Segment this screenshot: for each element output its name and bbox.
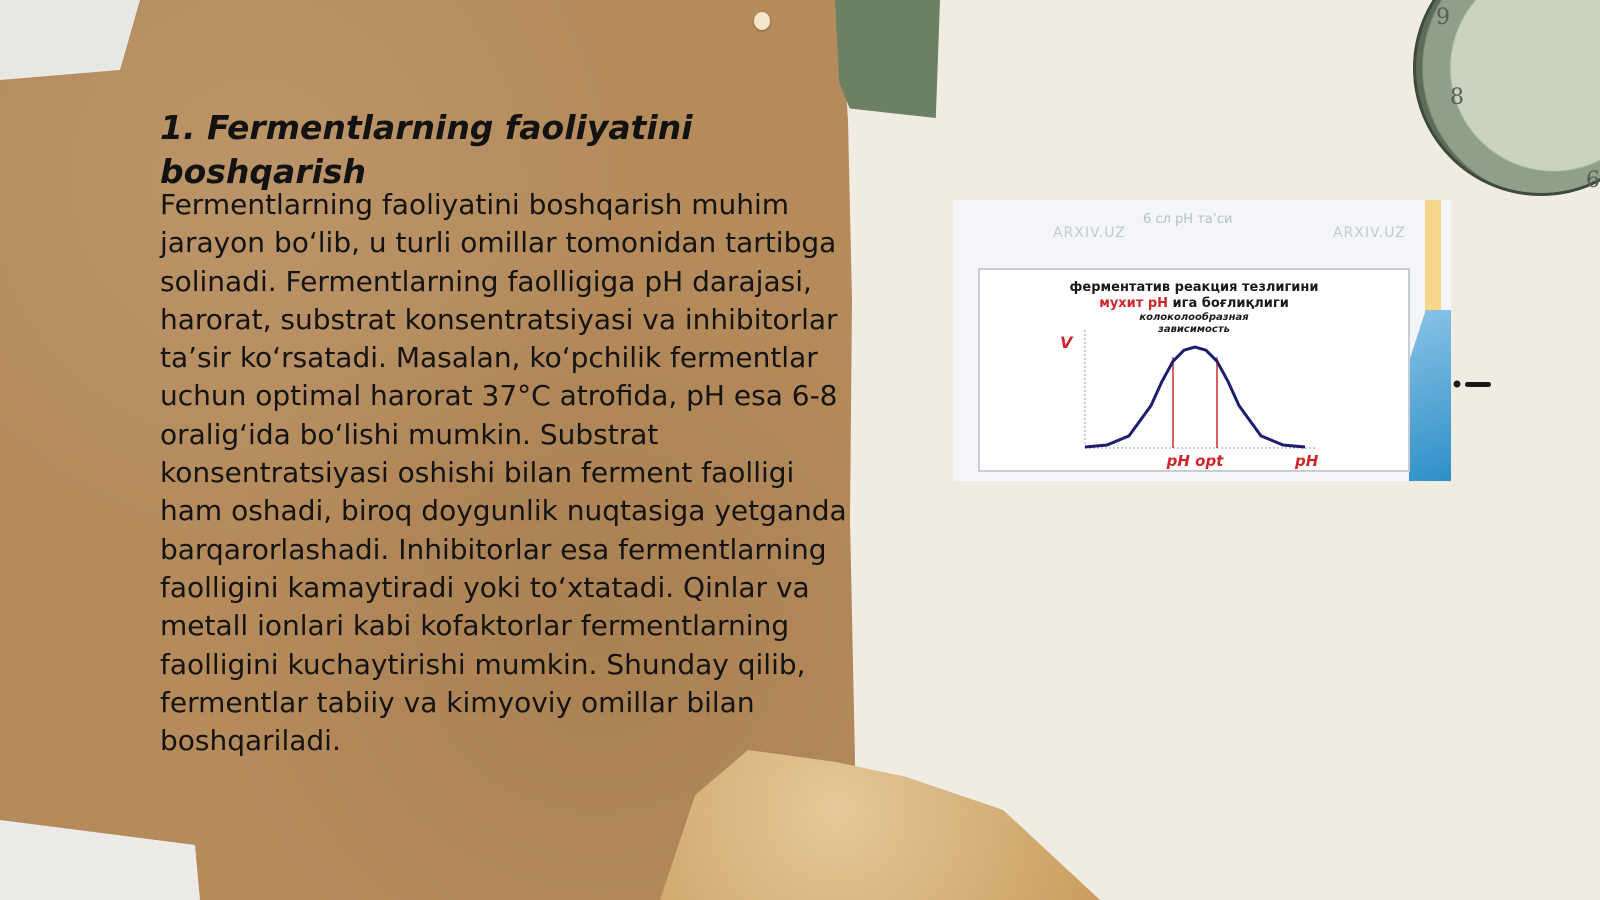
activity-curve <box>1085 347 1305 447</box>
figure-edge-decoration <box>1409 310 1451 481</box>
clock-numeral: 8 <box>1450 85 1464 110</box>
figure-title-highlight: мухит рН <box>1099 296 1169 311</box>
slide-title: 1. Fermentlarning faoliyatini boshqarish <box>160 108 693 191</box>
slide-body-text: Fermentlarning faoliyatini boshqarish muhim jarayon bo‘lib, u turli omillar tomonidan tartibga solinadi. Fermentlarning faolligiga pH darajasi, harorat, substrat konsentratsiyasi va inhibitorlar ta’sir ko‘rsatadi. Masalan, ko‘pchilik fermentlar uchun optimal harorat 37°C atrofida, pH esa 6-8 oralig‘ida bo‘lishi mumkin. Substrat konsentratsiyasi oshishi bilan ferment faolligi ham oshadi, biroq doygunlik nuqtasiga yetganda barqarorlashadi. Inhibitorlar esa fermentlarning faolligini kamaytiradi yoki to‘xtatadi. Qinlar va metall ionlari kabi kofaktorlar fermentlarning faolligini kuchaytirishi mumkin. Shunday qilib, fermentlar tabiiy va kimyoviy omillar bilan boshqariladi. <box>160 188 847 758</box>
clock-numeral: 6 <box>1586 168 1600 193</box>
watermark-text: ARXIV.UZ <box>1053 225 1126 241</box>
figure-title-rest: ига боғлиқлиги <box>1168 296 1289 311</box>
x-axis-label: pH <box>1295 452 1319 470</box>
clock-numeral: 9 <box>1436 5 1450 30</box>
green-paper-strip <box>835 0 940 118</box>
figure-top-caption: 6 сл рН та‘си <box>1143 212 1233 227</box>
ph-dependence-figure <box>953 200 1451 481</box>
clock-decoration <box>1413 0 1600 196</box>
figure-card <box>978 268 1410 472</box>
figure-subtitle-line1: колоколообразная <box>1139 312 1249 323</box>
ink-dash-decoration <box>1453 380 1493 388</box>
figure-edge-decoration <box>1425 200 1441 320</box>
ornamental-gold-paper <box>660 750 1100 900</box>
y-axis-label: V <box>1060 333 1073 352</box>
watermark-text: ARXIV.UZ <box>1333 225 1406 241</box>
figure-subtitle-line2: зависимость <box>1158 324 1230 335</box>
figure-title-line1: ферментатив реакция тезлигини <box>1069 280 1319 295</box>
ph-curve-chart <box>980 270 1408 470</box>
pushpin-icon <box>754 12 770 30</box>
ph-opt-label: pH opt <box>1166 452 1224 470</box>
